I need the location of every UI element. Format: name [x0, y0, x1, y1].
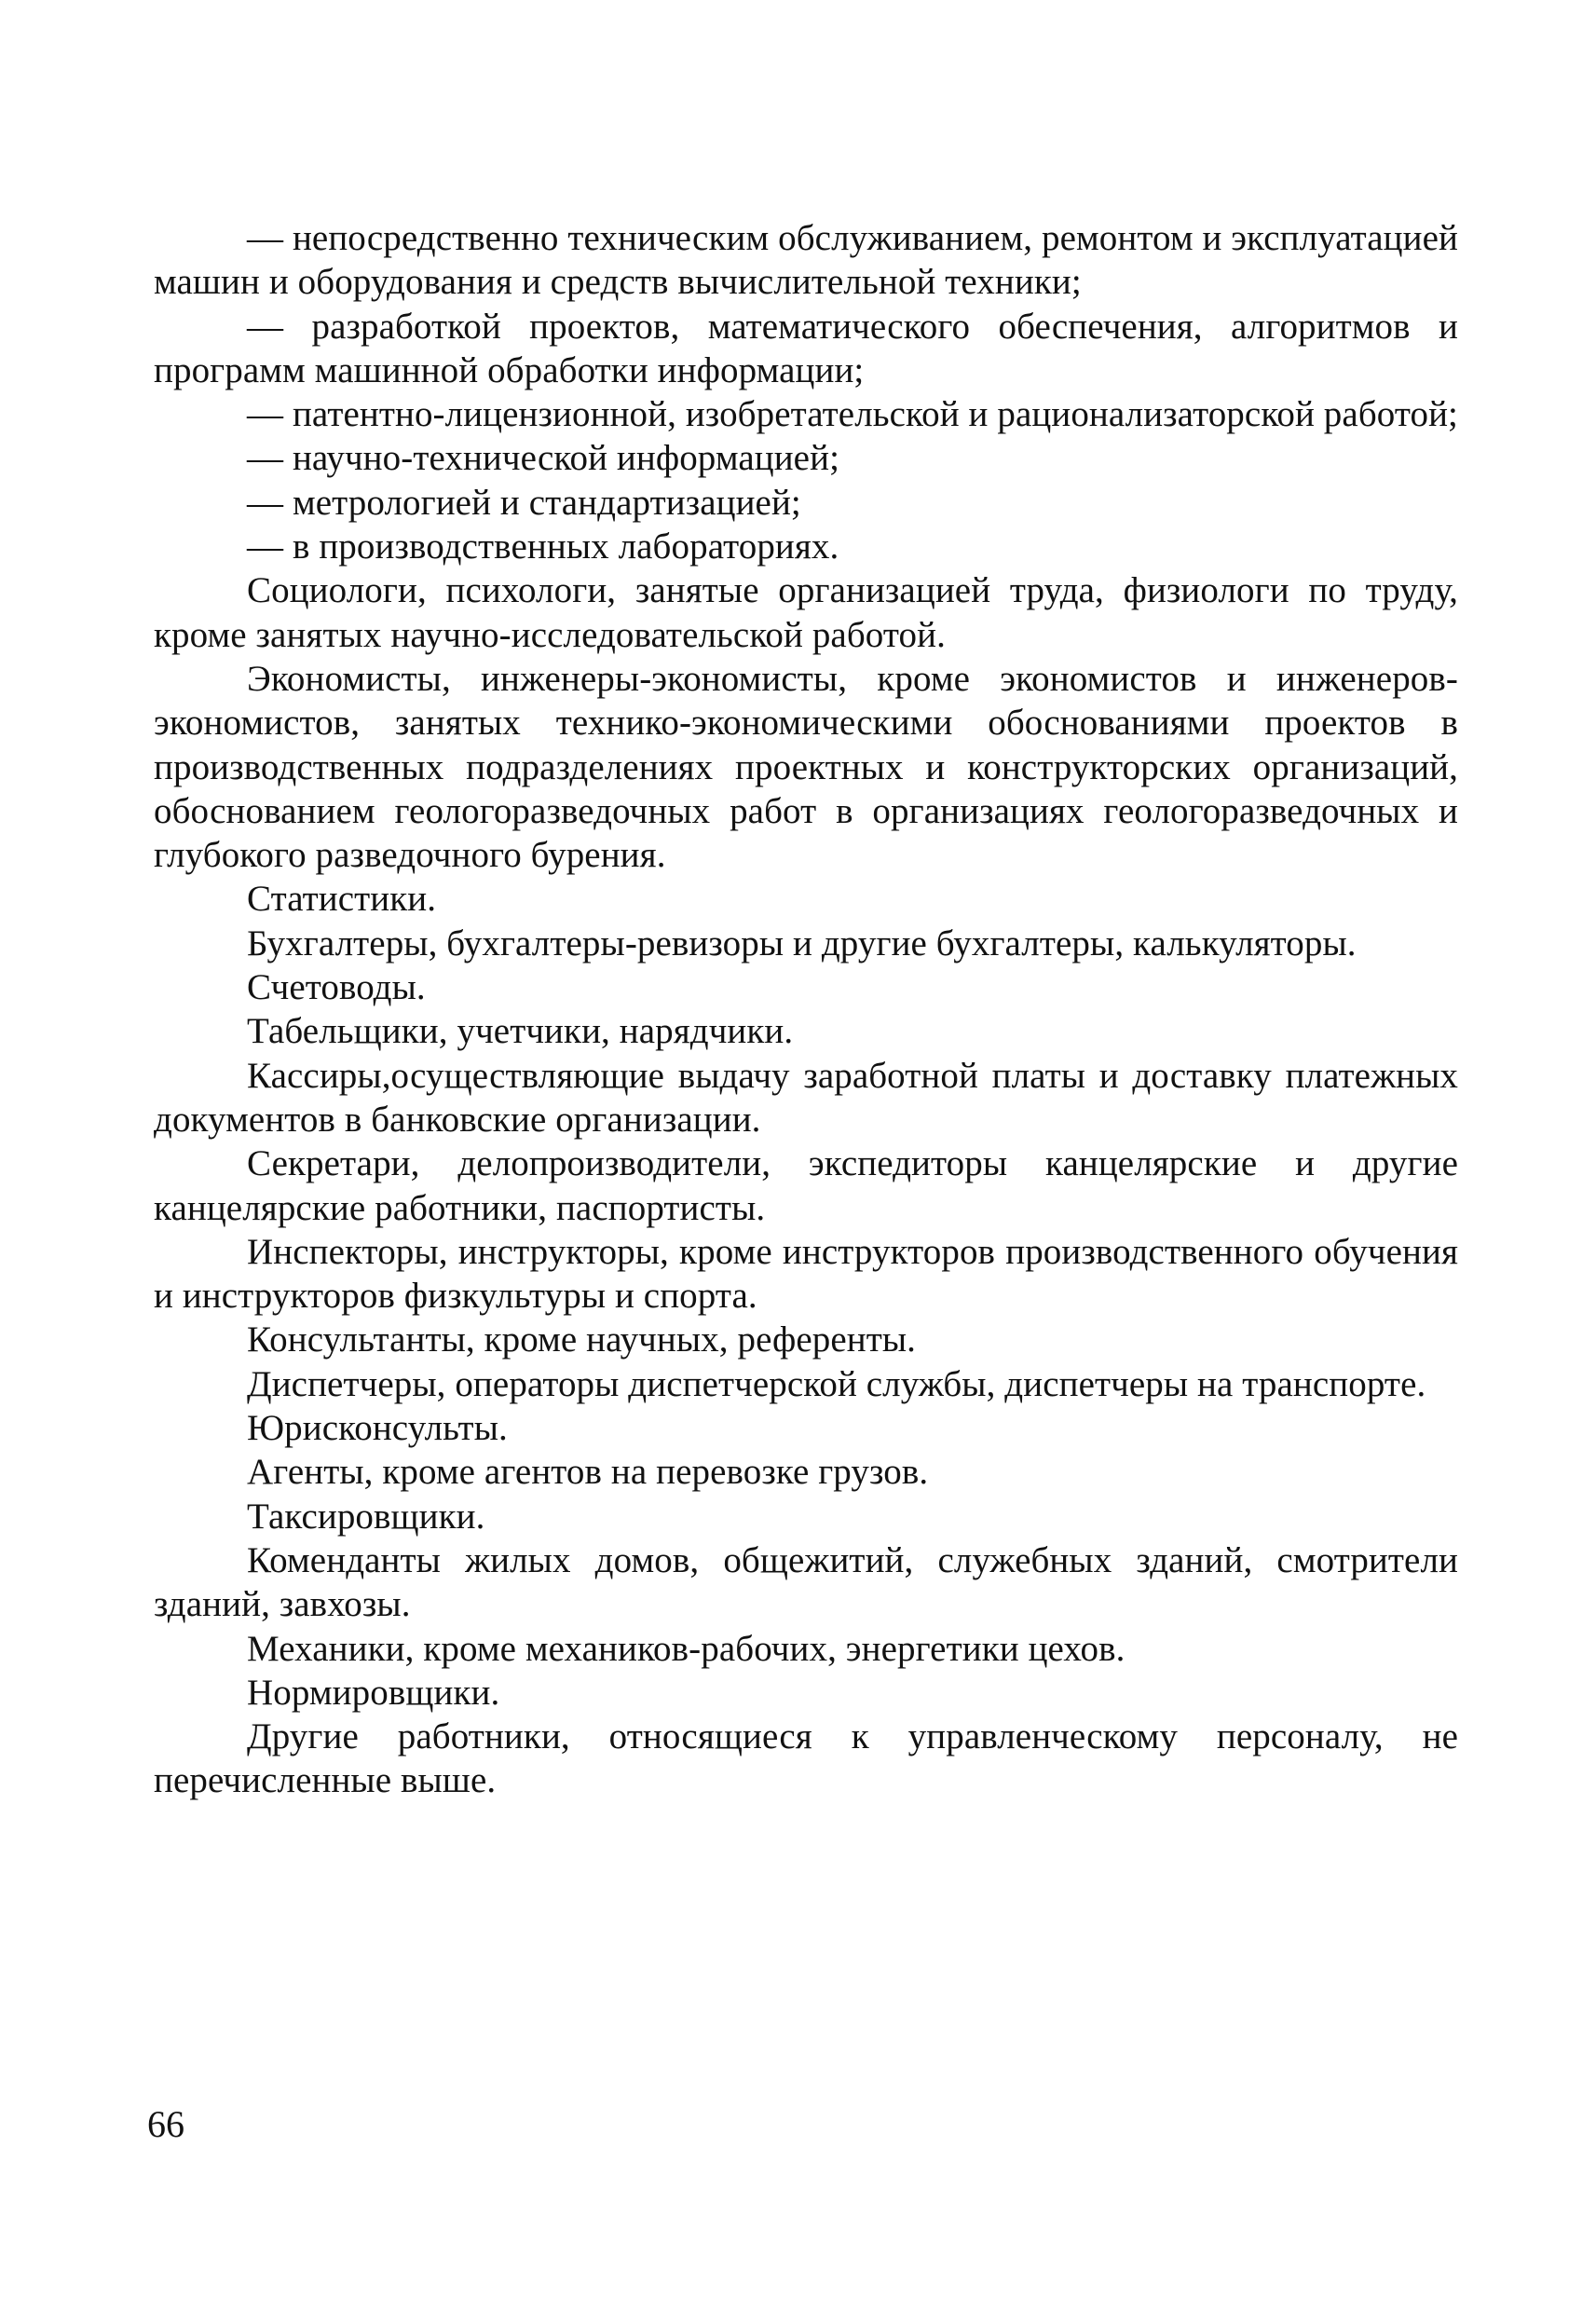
- paragraph-bookkeepers: Счетоводы.: [247, 967, 426, 1008]
- paragraph-legal-advisers: Юрисконсульты.: [247, 1408, 508, 1449]
- list-item-patent-work: — патентно-лицензионной, изобретательской и рационализаторской работой;: [247, 394, 1458, 435]
- list-item-scientific-information: — научно-технической информацией;: [247, 438, 840, 479]
- paragraph-economists: Экономисты, инженеры-экономисты, кроме экономистов и инженеров-экономистов, занятых технико-экономическими обоснованиями проектов в производственных подразделениях проектных и конструкторских организаций, обоснованием геологоразведочных работ в организациях геологоразведочных и глубокого разведочного бурения.: [154, 658, 1458, 876]
- list-item-laboratories: — в производственных лабораториях.: [247, 526, 839, 567]
- paragraph-sociologists: Социологи, психологи, занятые организацией труда, физиологи по труду, кроме занятых научно-исследовательской работой.: [154, 570, 1458, 655]
- paragraph-agents: Агенты, кроме агентов на перевозке грузов.: [247, 1452, 929, 1493]
- paragraph-rate-setters: Нормировщики.: [247, 1672, 500, 1713]
- paragraph-taxers: Таксировщики.: [247, 1496, 485, 1537]
- list-item-metrology: — метрологией и стандартизацией;: [247, 482, 801, 523]
- body-text: [154, 216, 1458, 1803]
- page-number: 66: [147, 2103, 184, 2145]
- paragraph-consultants: Консультанты, кроме научных, референты.: [247, 1319, 917, 1360]
- list-item-project-development: — разработкой проектов, математического обеспечения, алгоритмов и программ машинной обработки информации;: [154, 306, 1458, 390]
- paragraph-inspectors: Инспекторы, инструкторы, кроме инструкторов производственного обучения и инструкторов физкультуры и спорта.: [154, 1231, 1458, 1317]
- paragraph-commandants: Коменданты жилых домов, общежитий, служебных зданий, смотрители зданий, завхозы.: [154, 1539, 1458, 1625]
- paragraph-other-staff: Другие работники, относящиеся к управленческому персоналу, не перечисленные выше.: [154, 1716, 1458, 1801]
- list-item-maintenance: — непосредственно техническим обслуживанием, ремонтом и эксплуатацией машин и оборудования и средств вычислительной техники;: [154, 218, 1458, 303]
- paragraph-statisticians: Статистики.: [247, 879, 437, 920]
- paragraph-mechanics: Механики, кроме механиков-рабочих, энергетики цехов.: [247, 1628, 1125, 1669]
- paragraph-timekeepers: Табельщики, учетчики, нарядчики.: [247, 1011, 794, 1052]
- paragraph-accountants: Бухгалтеры, бухгалтеры-ревизоры и другие бухгалтеры, калькуляторы.: [247, 923, 1357, 964]
- paragraph-dispatchers: Диспетчеры, операторы диспетчерской службы, диспетчеры на транспорте.: [247, 1363, 1426, 1404]
- paragraph-secretaries: Секретари, делопроизводители, экспедиторы канцелярские и другие канцелярские работники, паспортисты.: [154, 1143, 1458, 1228]
- paragraph-cashiers: Кассиры,осуществляющие выдачу заработной платы и доставку платежных документов в банковские организации.: [154, 1055, 1458, 1140]
